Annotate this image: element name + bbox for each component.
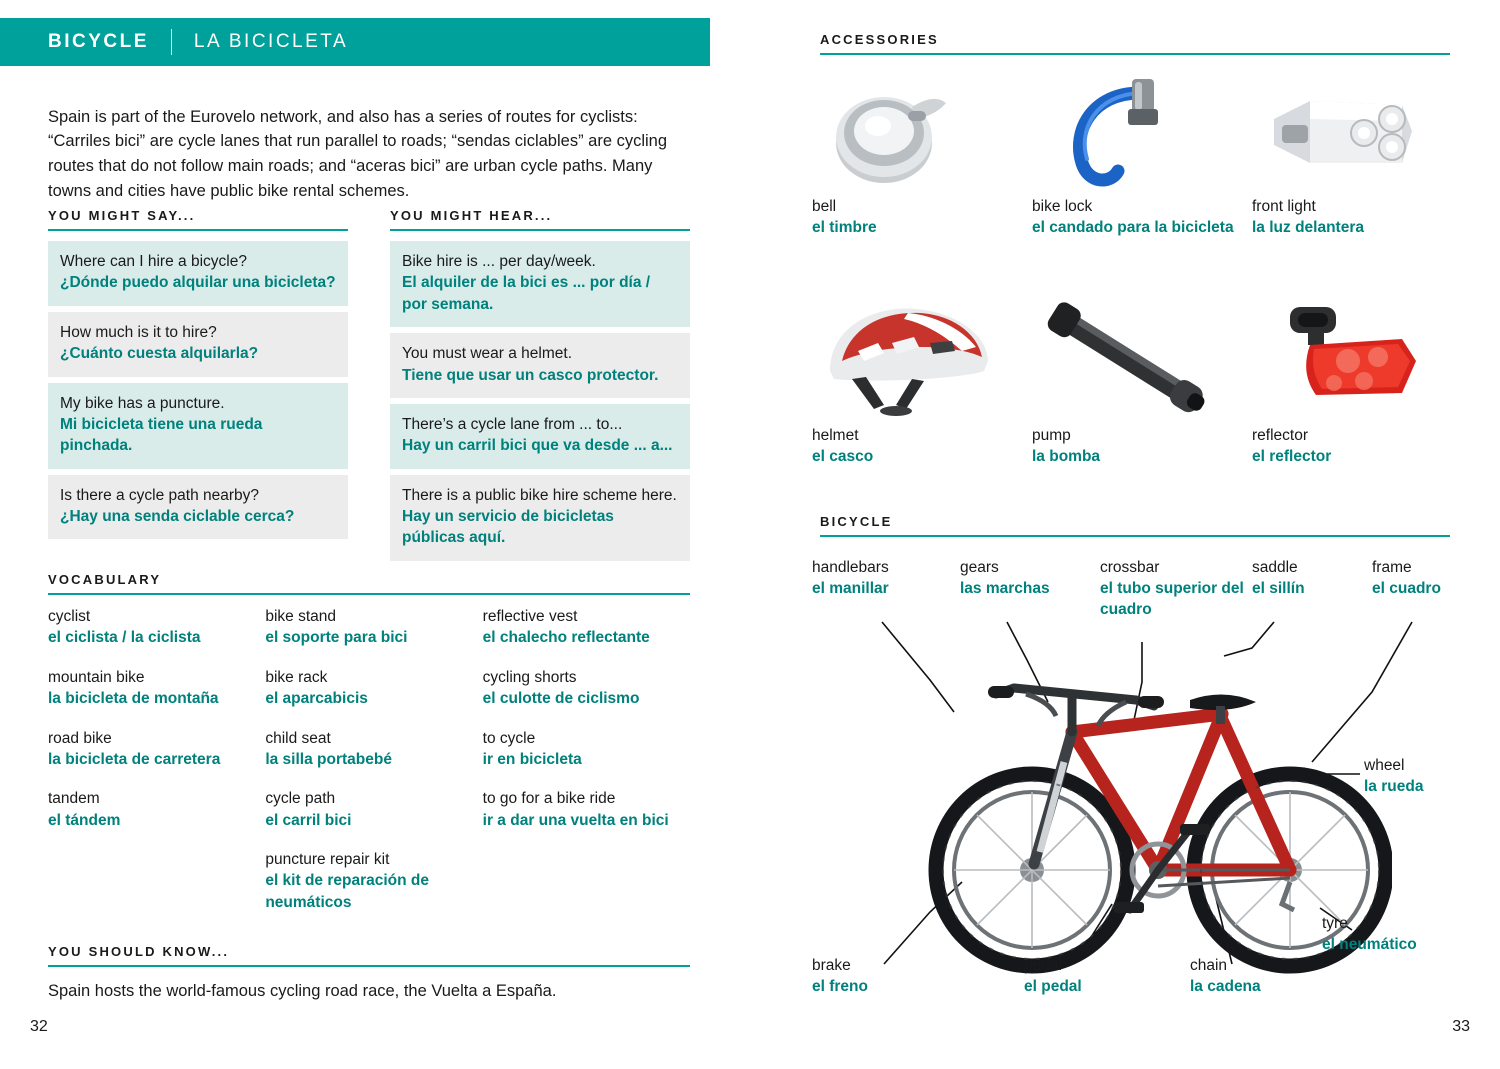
callout-english: brake bbox=[812, 957, 851, 974]
heading-rule bbox=[48, 593, 690, 595]
callout-english: pedal bbox=[1024, 957, 1062, 974]
vocabulary-column bbox=[483, 606, 700, 931]
phrase-card bbox=[390, 241, 690, 327]
vocab-english: mountain bike bbox=[48, 668, 145, 686]
you-should-know-header bbox=[48, 944, 690, 967]
vocab-spanish: el chalecho reflectante bbox=[482, 629, 650, 647]
accessory-item bbox=[812, 299, 1032, 468]
accessories-grid bbox=[812, 70, 1472, 476]
you-might-hear-section bbox=[390, 208, 690, 567]
vocab-english: to cycle bbox=[482, 729, 536, 747]
callout-wheel bbox=[1364, 756, 1474, 798]
you-might-say-section bbox=[48, 208, 348, 545]
accessory-english: front light bbox=[1252, 198, 1316, 215]
accessory-spanish: el casco bbox=[812, 448, 874, 466]
callout-spanish: el pedal bbox=[1024, 977, 1082, 995]
accessory-english: reflector bbox=[1252, 426, 1308, 444]
phrase-english: There’s a cycle lane from ... to... bbox=[402, 415, 623, 433]
page-number-left: 32 bbox=[30, 1018, 48, 1035]
vocabulary-item bbox=[48, 606, 247, 649]
vocabulary-item bbox=[483, 788, 682, 831]
vocab-english: bike rack bbox=[265, 668, 328, 686]
accessory-spanish: la luz delantera bbox=[1252, 219, 1364, 237]
banner-divider bbox=[171, 29, 172, 55]
callout-english: frame bbox=[1372, 559, 1412, 576]
bell-icon bbox=[812, 70, 1032, 190]
vocab-english: road bike bbox=[48, 729, 112, 747]
phrase-spanish: Tiene que usar un casco protector. bbox=[402, 366, 659, 384]
banner-title-english: BICYCLE bbox=[48, 31, 149, 52]
callout-english: gears bbox=[960, 559, 999, 576]
phrase-spanish: Hay un servicio de bicicletas públicas aquí. bbox=[402, 508, 614, 547]
phrase-spanish: El alquiler de la bici es ... por día / por semana. bbox=[402, 274, 651, 313]
phrase-card bbox=[48, 383, 348, 469]
vocab-spanish: el culotte de ciclismo bbox=[482, 690, 640, 708]
callout-english: crossbar bbox=[1100, 559, 1160, 576]
vocab-english: cycling shorts bbox=[482, 668, 577, 686]
vocab-spanish: la bicicleta de montaña bbox=[48, 690, 219, 708]
accessory-spanish: la bomba bbox=[1032, 448, 1101, 466]
vocabulary-item bbox=[265, 606, 464, 649]
callout-english: chain bbox=[1190, 957, 1228, 974]
accessory-label bbox=[1032, 425, 1252, 468]
vocabulary-item bbox=[48, 667, 247, 710]
callout-spanish: el neumático bbox=[1322, 935, 1417, 953]
callout-english: handlebars bbox=[812, 559, 889, 576]
accessory-item bbox=[1252, 70, 1472, 239]
vocab-spanish: el tándem bbox=[48, 811, 121, 829]
phrase-card bbox=[48, 312, 348, 377]
callout-frame bbox=[1372, 558, 1482, 600]
vocabulary-item bbox=[265, 788, 464, 831]
phrase-english: Bike hire is ... per day/week. bbox=[402, 253, 596, 270]
callout-chain bbox=[1190, 956, 1320, 998]
accessory-english: pump bbox=[1032, 426, 1071, 444]
vocabulary-grid bbox=[48, 606, 700, 931]
callout-spanish: el manillar bbox=[812, 579, 889, 597]
callout-saddle bbox=[1252, 558, 1362, 600]
vocab-english: cyclist bbox=[48, 608, 91, 625]
phrase-card bbox=[390, 404, 690, 469]
vocab-spanish: ir a dar una vuelta en bici bbox=[482, 811, 669, 829]
vocab-spanish: el kit de reparación de neumáticos bbox=[265, 872, 430, 911]
accessory-item bbox=[1252, 299, 1472, 468]
callout-crossbar bbox=[1100, 558, 1250, 621]
phrase-card bbox=[48, 475, 348, 540]
phrase-english: How much is it to hire? bbox=[60, 323, 217, 341]
callout-pedal bbox=[1024, 956, 1144, 998]
vocab-spanish: la bicicleta de carretera bbox=[48, 750, 221, 768]
accessory-item bbox=[812, 70, 1032, 239]
vocab-spanish: el aparcabicis bbox=[265, 690, 368, 708]
accessory-label bbox=[812, 196, 1032, 239]
accessory-item bbox=[1032, 299, 1252, 468]
accessories-heading: ACCESSORIES bbox=[820, 32, 939, 47]
vocab-spanish: ir en bicicleta bbox=[482, 750, 582, 768]
callout-spanish: la cadena bbox=[1190, 977, 1261, 995]
callout-gears bbox=[960, 558, 1090, 600]
phrase-card bbox=[48, 241, 348, 306]
vocabulary-column bbox=[48, 606, 265, 931]
vocabulary-section-header bbox=[48, 572, 690, 595]
accessory-english: bike lock bbox=[1032, 198, 1093, 215]
callout-spanish: la rueda bbox=[1364, 777, 1424, 795]
phrase-spanish: ¿Cuánto cuesta alquilarla? bbox=[60, 345, 259, 363]
vocabulary-item bbox=[48, 728, 247, 771]
front-light-icon bbox=[1252, 70, 1472, 190]
vocab-spanish: el ciclista / la ciclista bbox=[48, 629, 201, 647]
accessory-spanish: el candado para la bicicleta bbox=[1032, 219, 1234, 237]
vocabulary-item bbox=[265, 849, 464, 913]
callout-spanish: el freno bbox=[812, 977, 868, 995]
phrase-english: Is there a cycle path nearby? bbox=[60, 486, 260, 504]
accessory-spanish: el reflector bbox=[1252, 448, 1332, 466]
bicycle-heading: BICYCLE bbox=[820, 514, 893, 529]
vocabulary-item bbox=[48, 788, 247, 831]
vocab-english: tandem bbox=[48, 790, 100, 808]
heading-rule bbox=[820, 535, 1450, 537]
callout-english: saddle bbox=[1252, 559, 1298, 576]
phrase-spanish: ¿Dónde puedo alquilar una bicicleta? bbox=[60, 274, 336, 292]
callout-english: wheel bbox=[1364, 757, 1405, 774]
accessory-english: bell bbox=[812, 198, 837, 215]
phrase-english: Where can I hire a bicycle? bbox=[60, 253, 247, 270]
accessory-label bbox=[1252, 196, 1472, 239]
intro-paragraph: Spain is part of the Eurovelo network, and also has a series of routes for cyclists: “Carriles bici” are cycle lanes that run parallel to roads; “sendas ciclables” are cycling routes that do not follow main roads; and “aceras bici” are urban cycle paths. Many towns and cities have public bike rental schemes. bbox=[48, 107, 668, 200]
phrase-spanish: Mi bicicleta tiene una rueda pinchada. bbox=[60, 415, 263, 455]
right-page bbox=[750, 0, 1500, 1069]
banner-title-spanish: LA BICICLETA bbox=[193, 31, 349, 52]
bicycle-diagram bbox=[812, 552, 1492, 1022]
you-should-know-heading: YOU SHOULD KNOW... bbox=[48, 944, 230, 959]
accessories-header bbox=[820, 32, 1450, 55]
accessory-label bbox=[812, 425, 1032, 468]
phrase-english: My bike has a puncture. bbox=[60, 394, 225, 412]
chapter-banner bbox=[0, 18, 710, 66]
vocabulary-item bbox=[265, 728, 464, 771]
accessory-label bbox=[1032, 196, 1252, 239]
heading-rule bbox=[48, 965, 690, 967]
vocabulary-item bbox=[483, 606, 682, 649]
vocabulary-column bbox=[265, 606, 482, 931]
callout-tyre bbox=[1322, 914, 1462, 956]
bike-lock-icon bbox=[1032, 70, 1252, 190]
callout-spanish: las marchas bbox=[960, 579, 1050, 597]
accessory-english: helmet bbox=[812, 426, 859, 444]
phrase-card bbox=[390, 333, 690, 398]
you-might-hear-heading: YOU MIGHT HEAR... bbox=[390, 208, 553, 223]
accessory-label bbox=[1252, 425, 1472, 468]
callout-spanish: el cuadro bbox=[1372, 579, 1441, 597]
vocab-english: bike stand bbox=[265, 608, 336, 625]
phrase-spanish: Hay un carril bici que va desde ... a... bbox=[402, 437, 673, 455]
callout-handlebars bbox=[812, 558, 942, 600]
vocabulary-item bbox=[483, 667, 682, 710]
you-should-know-text: Spain hosts the world-famous cycling road race, the Vuelta a España. bbox=[48, 982, 557, 1000]
heading-rule bbox=[820, 53, 1450, 55]
callout-brake bbox=[812, 956, 932, 998]
callout-spanish: el tubo superior del cuadro bbox=[1100, 579, 1244, 618]
bicycle-diagram-header bbox=[820, 514, 1450, 537]
vocabulary-item bbox=[483, 728, 682, 771]
pump-icon bbox=[1032, 299, 1252, 419]
vocab-spanish: el carril bici bbox=[265, 811, 352, 829]
callout-spanish: el sillín bbox=[1252, 579, 1305, 597]
vocab-english: cycle path bbox=[265, 790, 336, 808]
vocab-spanish: la silla portabebé bbox=[265, 750, 392, 768]
vocab-english: to go for a bike ride bbox=[482, 790, 616, 808]
you-might-say-heading: YOU MIGHT SAY... bbox=[48, 208, 196, 223]
phrase-english: You must wear a helmet. bbox=[402, 345, 573, 363]
helmet-icon bbox=[812, 299, 1032, 419]
phrase-card bbox=[390, 475, 690, 561]
vocab-spanish: el soporte para bici bbox=[265, 629, 408, 647]
vocabulary-heading: VOCABULARY bbox=[48, 572, 162, 587]
vocab-english: puncture repair kit bbox=[265, 851, 390, 868]
phrase-spanish: ¿Hay una senda ciclable cerca? bbox=[60, 508, 295, 525]
phrase-english: There is a public bike hire scheme here. bbox=[402, 486, 677, 504]
reflector-icon bbox=[1252, 299, 1472, 419]
callout-english: tyre bbox=[1322, 915, 1348, 932]
page-number-right: 33 bbox=[1452, 1018, 1470, 1035]
vocabulary-item bbox=[265, 667, 464, 710]
accessory-spanish: el timbre bbox=[812, 219, 877, 237]
vocab-english: child seat bbox=[265, 729, 331, 747]
vocab-english: reflective vest bbox=[482, 608, 578, 625]
accessory-item bbox=[1032, 70, 1252, 239]
